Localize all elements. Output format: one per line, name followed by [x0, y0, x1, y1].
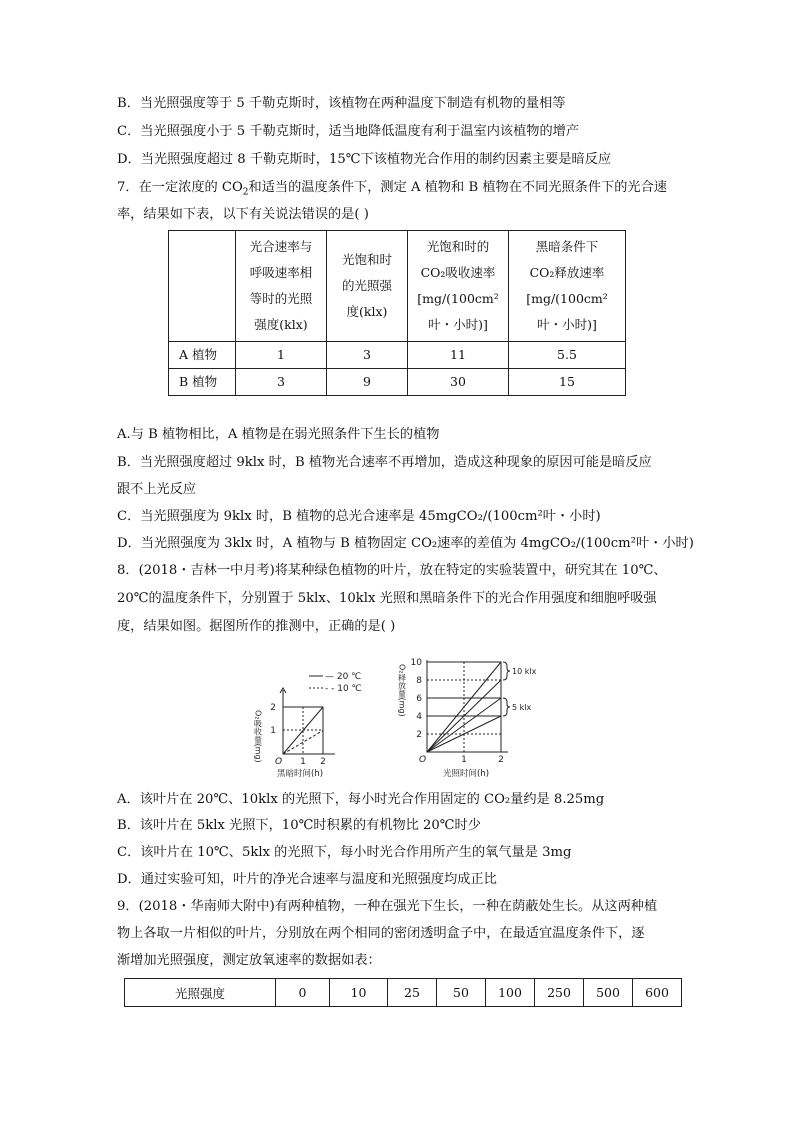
y-tick-label: 2: [416, 730, 422, 740]
brace-10klx: [503, 662, 510, 680]
origin-label: O: [275, 757, 283, 767]
legend-label-10c: - - 10 ℃: [325, 684, 362, 694]
y-tick-label: 1: [270, 726, 276, 736]
q6-option-b: B．当光照强度等于 5 千勒克斯时，该植物在两种温度下制造有机物的量相等: [117, 96, 566, 111]
q8-option-a: A．该叶片在 20℃、10klx 的光照下，每小时光合作用固定的 CO₂量约是 8.25mg: [117, 792, 605, 807]
q9-stem-line-2: 物上各取一片相似的叶片，分别放在两个相同的密闭透明盒子中，在最适宜温度条件下，逐: [117, 926, 645, 941]
y-tick-label: 6: [416, 694, 422, 704]
table-row: [125, 979, 682, 1007]
table-cell: 11: [408, 342, 509, 369]
x-tick-label: 1: [300, 757, 306, 767]
q7-option-b-line-2: 跟不上光反应: [117, 482, 197, 497]
q7-option-a: A.与 B 植物相比，A 植物是在弱光照条件下生长的植物: [117, 427, 440, 442]
table-cell: 9: [327, 369, 408, 396]
table-row-label: B 植物: [169, 369, 236, 396]
table-cell: 100: [486, 979, 535, 1007]
table-header-cell: 黑暗条件下 CO₂释放速率 [mg/(100cm² 叶・小时)]: [509, 231, 626, 342]
y-tick-label: 10: [410, 658, 422, 668]
q7-option-d: D．当光照强度为 3klx 时，A 植物与 B 植物固定 CO₂速率的差值为 4mgCO₂/(100cm²叶・小时): [117, 536, 694, 551]
table-cell: 50: [437, 979, 486, 1007]
q7-stem-line-2: 率，结果如下表，以下有关说法错误的是( ): [117, 207, 369, 222]
brace-label-5klx: 5 klx: [512, 703, 532, 712]
table-cell: 30: [408, 369, 509, 396]
table-row-label: A 植物: [169, 342, 236, 369]
q8-option-b: B．该叶片在 5klx 光照下，10℃时积累的有机物比 20℃时少: [117, 818, 481, 833]
q8-option-d: D．通过实验可知，叶片的净光合速率与温度和光照强度均成正比: [117, 872, 497, 887]
q7-option-b-line-1: B．当光照强度超过 9klx 时，B 植物光合速率不再增加，造成这种现象的原因可能是暗反应: [117, 455, 652, 470]
table-row: [169, 342, 626, 369]
table-cell: 0: [276, 979, 330, 1007]
table-cell: 250: [535, 979, 584, 1007]
series-line-1: [283, 731, 323, 755]
table-header-cell: 光饱和时的 CO₂吸收速率 [mg/(100cm² 叶・小时)]: [408, 231, 509, 342]
q8-stem-line-1: 8．(2018・吉林一中月考)将某种绿色植物的叶片，放在特定的实验装置中，研究其在 10℃、: [117, 563, 667, 578]
q9-table: [124, 978, 682, 1007]
table-corner-cell: [169, 231, 236, 342]
q9-stem-line-1: 9．(2018・华南师大附中)有两种植物，一种在强光下生长，一种在荫蔽处生长。从这两种植: [117, 899, 658, 914]
table-header-cell: 光合速率与 呼吸速率相 等时的光照 强度(klx): [236, 231, 327, 342]
y-tick-label: 8: [416, 676, 422, 686]
legend-label-20c: — 20 ℃: [325, 672, 362, 682]
y-tick-label: 2: [270, 703, 276, 713]
x-axis-label: 黑暗时间(h): [277, 769, 324, 779]
y-tick-label: 4: [416, 712, 422, 722]
q8-stem-line-3: 度，结果如图。据图所作的推测中，正确的是( ): [117, 619, 396, 634]
q6-option-c: C．当光照强度小于 5 千勒克斯时，适当地降低温度有利于温室内该植物的增产: [117, 124, 580, 139]
x-tick-label: 2: [320, 757, 326, 767]
table-cell: 500: [584, 979, 633, 1007]
q7-table-header-row: [169, 231, 626, 342]
y-axis-label: O₂释放量(mg): [397, 664, 407, 717]
table-header-cell: 光饱和时 的光照强 度(klx): [327, 231, 408, 342]
chart-dark-o2-absorption: [255, 660, 385, 780]
x-axis-label: 光照时间(h): [443, 769, 490, 779]
table-cell: 25: [388, 979, 437, 1007]
q7-table: [168, 230, 626, 396]
table-row: [169, 369, 626, 396]
x-tick-label: 1: [461, 755, 467, 765]
table-cell: 5.5: [509, 342, 626, 369]
table-cell: 1: [236, 342, 327, 369]
q6-option-d: D．当光照强度超过 8 千勒克斯时，15℃下该植物光合作用的制约因素主要是暗反应: [117, 152, 612, 167]
table-cell: 3: [236, 369, 327, 396]
q7-option-c: C．当光照强度为 9klx 时，B 植物的总光合速率是 45mgCO₂/(100cm²叶・小时): [117, 509, 601, 524]
brace-5klx: [503, 698, 510, 716]
q9-stem-line-3: 渐增加光照强度，测定放氧速率的数据如表：: [117, 953, 381, 968]
chart-light-o2-release: [393, 652, 563, 782]
table-cell: 15: [509, 369, 626, 396]
q8-stem-line-2: 20℃的温度条件下，分别置于 5klx、10klx 光照和黑暗条件下的光合作用强度和细胞呼吸强: [117, 591, 657, 606]
x-tick-label: 2: [498, 755, 504, 765]
table-cell: 3: [327, 342, 408, 369]
q7-stem-line-1: 7．在一定浓度的 $CO_2$和适当的温度条件下，测定 A 植物和 B 植物在不同光照条件下的光合速: [117, 180, 667, 198]
origin-label: O: [419, 755, 427, 765]
brace-label-10klx: 10 klx: [512, 667, 537, 676]
table-row-label: 光照强度: [125, 979, 276, 1007]
table-cell: 10: [330, 979, 388, 1007]
table-cell: 600: [633, 979, 682, 1007]
y-axis-label: O₂吸收量(mg): [253, 710, 263, 763]
q8-option-c: C．该叶片在 10℃、5klx 的光照下，每小时光合作用所产生的氧气量是 3mg: [117, 845, 572, 860]
